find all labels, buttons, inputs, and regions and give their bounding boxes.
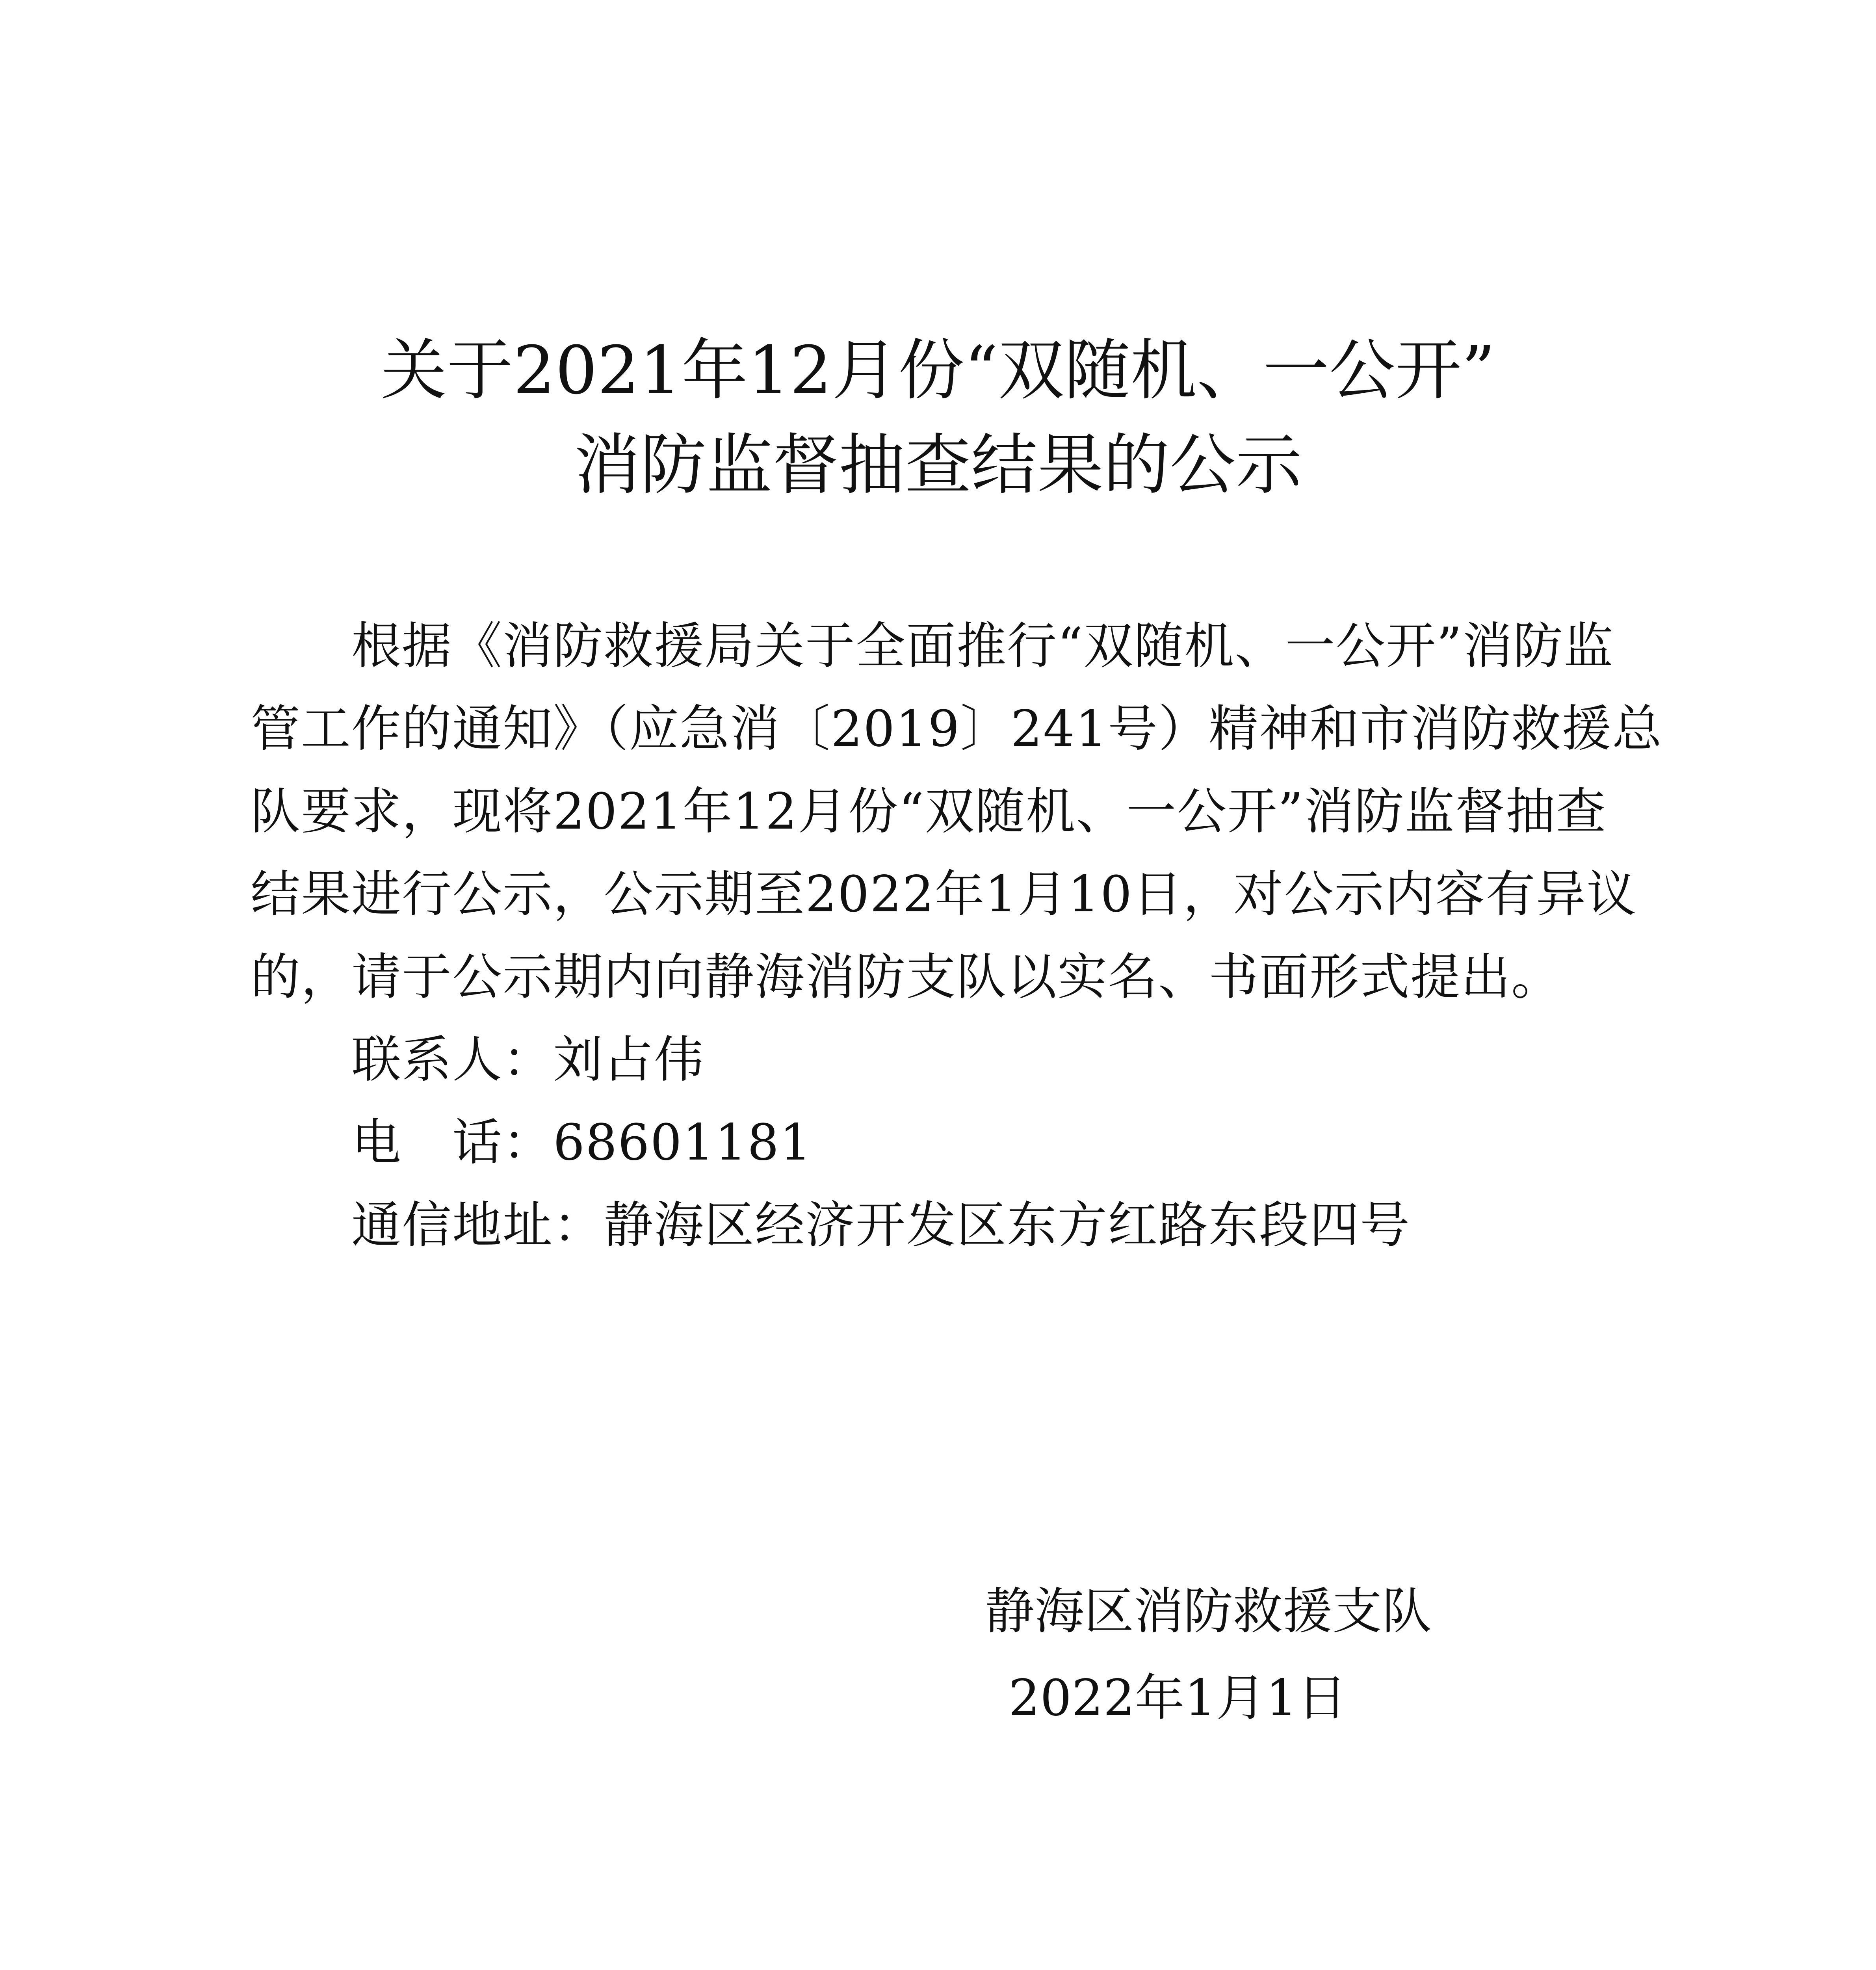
title-line-1: 关于2021年12月份“双随机、一公开” [381,332,1495,409]
body-line: 的，请于公示期内向静海消防支队以实名、书面形式提出。 [251,948,1562,1006]
signature-org: 静海区消防救援支队 [985,1582,1432,1640]
notice-body [251,605,1663,1267]
notice-title [0,323,1876,512]
contact-person: 联系人：刘占伟 [351,1031,704,1089]
body-line: 队要求，现将2021年12月份“双随机、一公开”消防监督抽查 [251,782,1607,840]
signature-date: 2022年1月1日 [1009,1669,1347,1727]
body-line: 结果进行公示，公示期至2022年1月10日，对公示内容有异议 [251,865,1637,923]
signature-block [977,1568,1489,1741]
title-line-2: 消防监督抽查结果的公示 [574,426,1302,504]
body-line: 管工作的通知》（应急消〔2019〕241号）精神和市消防救援总 [251,700,1663,758]
contact-address: 通信地址：静海区经济开发区东方红路东段四号 [351,1196,1410,1254]
body-line: 根据《消防救援局关于全面推行“双随机、一公开”消防监 [351,617,1614,675]
contact-phone: 电 话：68601181 [351,1113,812,1171]
